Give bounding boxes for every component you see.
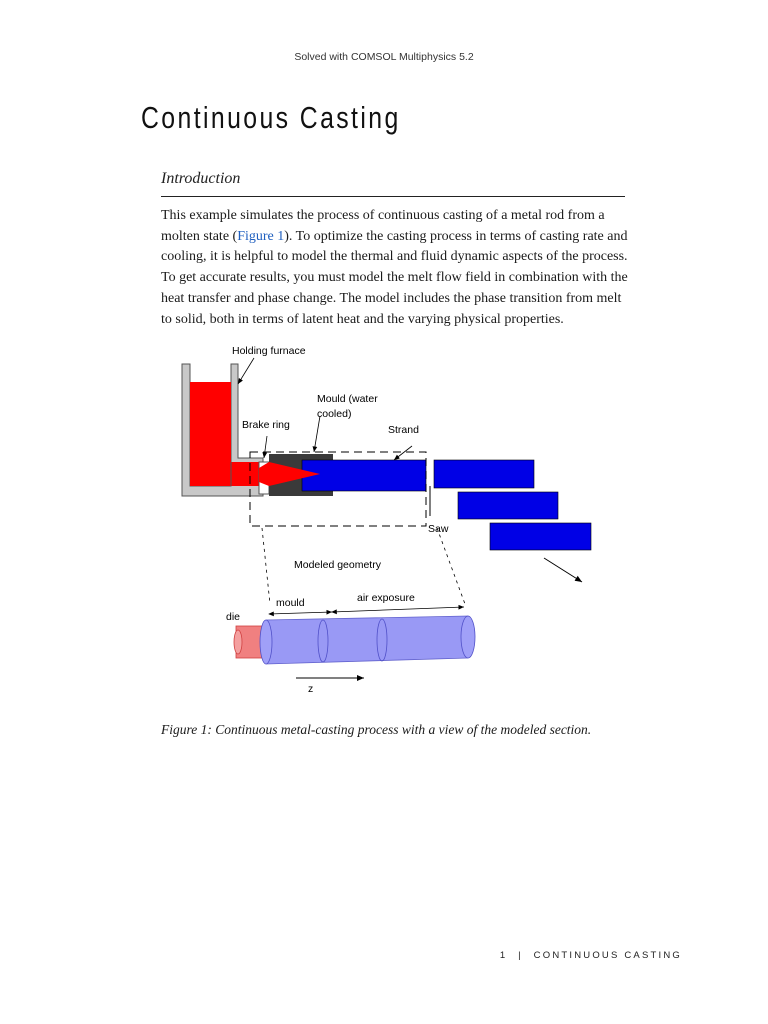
page-number: 1 — [499, 950, 508, 961]
strand-piece-2 — [458, 492, 558, 519]
label-brake-ring: Brake ring — [242, 419, 290, 431]
paragraph-text-end: ). To optimize the casting process in terms of casting rate and cooling, it is helpful to model the thermal and fluid dynamic aspects of the process. To get accurate results, you must model the melt flow field in combination with the heat transfer and phase change. The model includes the phase transition from melt to solid, both in terms of latent heat and the varying physical properties. — [161, 228, 628, 327]
strand-piece-3 — [490, 523, 591, 550]
label-model-mould: mould — [276, 597, 305, 609]
figure-1 — [172, 336, 598, 696]
label-air-exposure: air exposure — [357, 592, 415, 604]
strand-main — [302, 460, 426, 491]
page-footer — [500, 950, 682, 961]
model-body — [266, 616, 468, 664]
furnace-melt — [190, 382, 231, 486]
label-die: die — [226, 611, 241, 623]
label-z-axis: z — [308, 683, 314, 695]
furnace-outlet-melt — [231, 462, 259, 486]
footer-separator: | — [518, 950, 523, 961]
figure-link[interactable]: Figure 1 — [237, 228, 285, 244]
page-title: Continuous Casting — [141, 100, 401, 135]
label-mould-line1: Mould (water — [317, 393, 378, 405]
label-holding-furnace: Holding furnace — [232, 345, 306, 357]
running-title: CONTINUOUS CASTING — [533, 950, 682, 961]
modeled-geometry-rod — [234, 616, 475, 664]
paragraph-text-start: This example simulates the process of continuous casting of a metal rod from a molten state ( — [161, 208, 605, 244]
section-divider — [161, 196, 625, 197]
label-saw: Saw — [428, 523, 449, 535]
section-heading: Introduction — [161, 170, 241, 187]
header-note: Solved with COMSOL Multiphysics 5.2 — [294, 51, 474, 63]
label-modeled-geometry: Modeled geometry — [294, 559, 381, 571]
label-strand: Strand — [388, 424, 419, 436]
intro-paragraph — [161, 206, 629, 330]
figure-caption: Figure 1: Continuous metal-casting process with a view of the modeled section. — [161, 722, 592, 737]
label-mould-line2: cooled) — [317, 408, 352, 420]
strand-piece-1 — [434, 460, 534, 488]
